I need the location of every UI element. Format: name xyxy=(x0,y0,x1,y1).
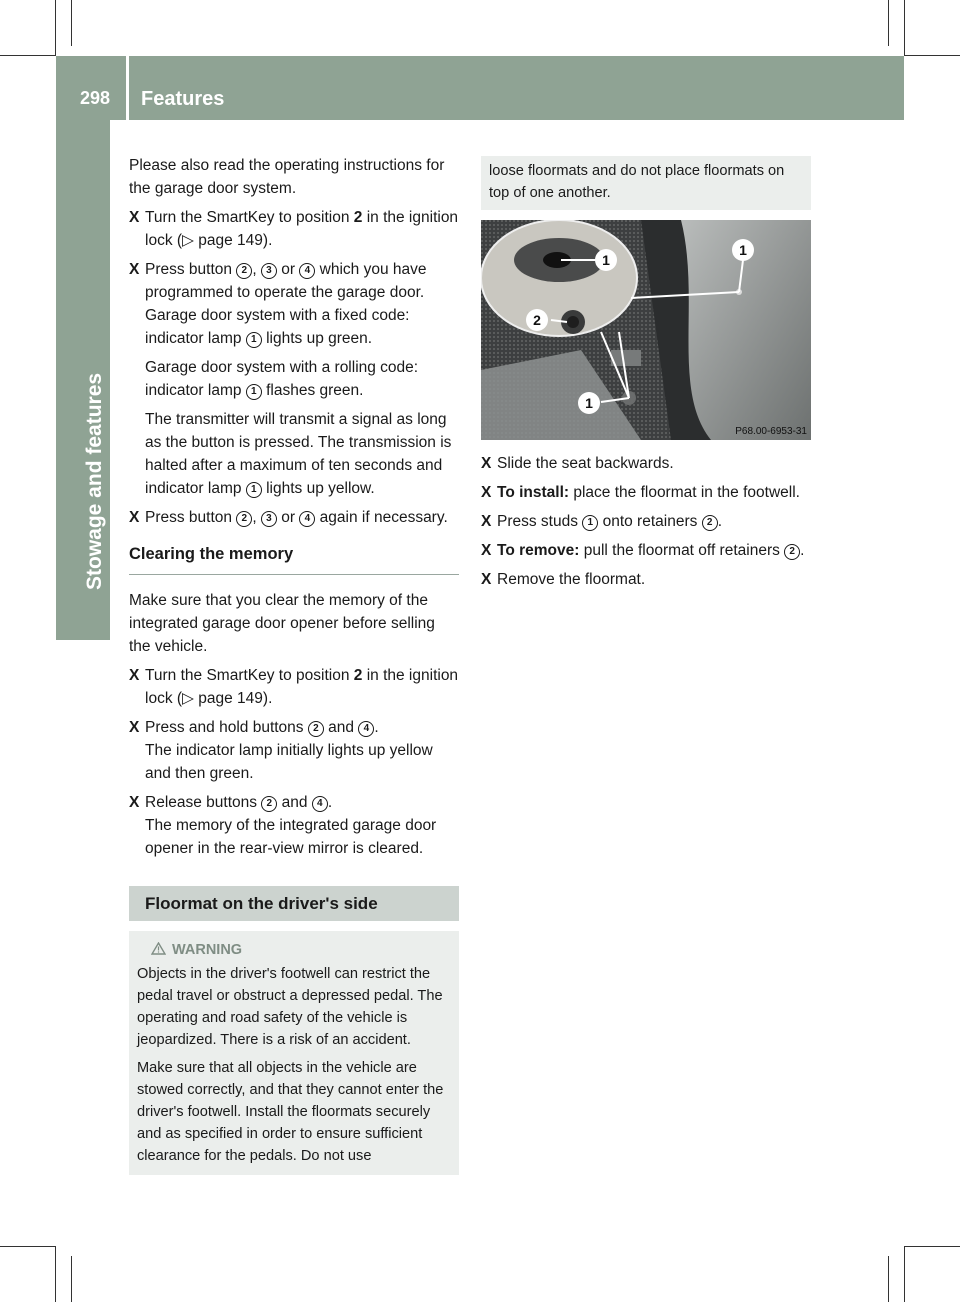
crop-mark xyxy=(888,0,889,46)
callout-2: 2 xyxy=(236,511,252,527)
crop-mark xyxy=(0,55,56,56)
warning-box xyxy=(129,931,459,1175)
hold-note: The indicator lamp initially lights up yellow and then green. xyxy=(145,742,433,782)
list-item: X To remove: pull the floormat off retainers 2 . xyxy=(481,539,811,562)
bullet-marker: X xyxy=(129,509,140,526)
callout-1 xyxy=(578,392,600,414)
crop-mark xyxy=(888,1256,889,1302)
callout-4: 4 xyxy=(358,721,374,737)
bullet-marker: X xyxy=(481,513,492,530)
section-heading: Clearing the memory xyxy=(129,543,459,575)
callout-1 xyxy=(732,239,754,261)
callout-2 xyxy=(526,309,548,331)
callout-4: 4 xyxy=(312,796,328,812)
release-note: The memory of the integrated garage door opener in the rear-view mirror is cleared. xyxy=(145,817,437,857)
crop-mark xyxy=(71,1256,72,1302)
transmit-note: The transmitter will transmit a signal as long as the button is pressed. The transmission is halted after a maximum of ten seconds and indicator lamp 1 lights up yellow. xyxy=(145,411,452,497)
list-item: X Release buttons 2 and 4 . The memory of the integrated garage door opener in the rear-view mirror is cleared. xyxy=(129,791,459,860)
list-item: X Slide the seat backwards. xyxy=(481,452,811,475)
bullet-marker: X xyxy=(481,571,492,588)
warning-header: WARNING xyxy=(137,939,451,961)
callout-3: 3 xyxy=(261,511,277,527)
callout-3: 3 xyxy=(261,263,277,279)
callout-2: 2 xyxy=(784,544,800,560)
callout-1: 1 xyxy=(246,384,262,400)
list-item: X Press button 2 , 3 or 4 which you have programmed to operate the garage door. Garage door system with a fixed code: indicator lamp 1 lights up green. Garage door system with a rolling code: indicator lamp 1 flashes green. The transmitter will transmit a signal as long as the button is pressed. The transmission is halted after a maximum of ten seconds and indicator lamp 1 lights up yellow. xyxy=(129,258,459,500)
crop-mark xyxy=(0,1246,56,1247)
clear-intro-text: Make sure that you clear the memory of the integrated garage door opener before selling the vehicle. xyxy=(129,592,435,655)
callout-2: 2 xyxy=(308,721,324,737)
bullet-marker: X xyxy=(481,455,492,472)
bullet-marker: X xyxy=(129,261,140,278)
bullet-marker: X xyxy=(129,209,140,226)
list-item: X Turn the SmartKey to position 2 in the ignition lock (▷ page 149). xyxy=(129,206,459,252)
right-column xyxy=(481,156,811,210)
header-divider xyxy=(126,56,129,120)
rolling-code-note: Garage door system with a rolling code: indicator lamp 1 flashes green. xyxy=(145,359,419,399)
svg-text:2: 2 xyxy=(533,312,541,328)
crop-mark xyxy=(55,1246,56,1302)
crop-mark xyxy=(904,0,905,56)
crop-mark xyxy=(904,1246,960,1247)
warning-paragraph: Objects in the driver's footwell can restrict the pedal travel or obstruct a depressed pedal. The operating and road safety of the vehicle is jeopardized. There is a risk of an accident. xyxy=(137,966,443,1048)
right-steps xyxy=(481,452,811,597)
list-item: X Press studs 1 onto retainers 2 . xyxy=(481,510,811,533)
list-item: X To install: place the floormat in the footwell. xyxy=(481,481,811,504)
callout-1: 1 xyxy=(582,515,598,531)
bullet-marker: X xyxy=(481,484,492,501)
callout-4: 4 xyxy=(299,511,315,527)
svg-text:1: 1 xyxy=(585,395,593,411)
callout-1 xyxy=(595,249,617,271)
callout-1: 1 xyxy=(246,482,262,498)
side-tab-label: Stowage and features xyxy=(83,372,106,590)
list-item: X Turn the SmartKey to position 2 in the ignition lock (▷ page 149). xyxy=(129,664,459,710)
bullet-marker: X xyxy=(129,794,140,811)
bullet-marker: X xyxy=(129,667,140,684)
crop-mark xyxy=(71,0,72,46)
page-title: Features xyxy=(141,88,225,110)
warning-continuation: loose floormats and do not place floormats on top of one another. xyxy=(481,156,811,210)
svg-text:1: 1 xyxy=(739,242,747,258)
fixed-code-note: Garage door system with a fixed code: indicator lamp 1 lights up green. xyxy=(145,307,410,347)
bullet-marker: X xyxy=(481,542,492,559)
intro-text: Please also read the operating instructions for the garage door system. xyxy=(129,157,445,197)
crop-mark xyxy=(904,55,960,56)
list-item: X Remove the floormat. xyxy=(481,568,811,591)
list-item: X Press and hold buttons 2 and 4 . The indicator lamp initially lights up yellow and then green. xyxy=(129,716,459,785)
bullet-marker: X xyxy=(129,719,140,736)
svg-text:1: 1 xyxy=(602,252,610,268)
crop-mark xyxy=(904,1246,905,1302)
crop-mark xyxy=(55,0,56,56)
floormat-heading: Floormat on the driver's side xyxy=(129,886,459,921)
photo-code: P68.00-6953-31 xyxy=(735,426,807,437)
callout-1: 1 xyxy=(246,332,262,348)
left-column xyxy=(129,154,459,1175)
page-number: 298 xyxy=(80,88,111,108)
list-item: X Press button 2 , 3 or 4 again if necessary. xyxy=(129,506,459,529)
callout-2: 2 xyxy=(236,263,252,279)
floormat-photo xyxy=(481,220,811,440)
callout-4: 4 xyxy=(299,263,315,279)
warning-triangle-icon xyxy=(151,942,166,955)
callout-2: 2 xyxy=(702,515,718,531)
callout-2: 2 xyxy=(261,796,277,812)
warning-paragraph: Make sure that all objects in the vehicle are stowed correctly, and that they cannot enter the driver's footwell. Install the floormats securely and as specified in order to ensure sufficient clearance for the pedals. Do not use xyxy=(137,1060,444,1164)
